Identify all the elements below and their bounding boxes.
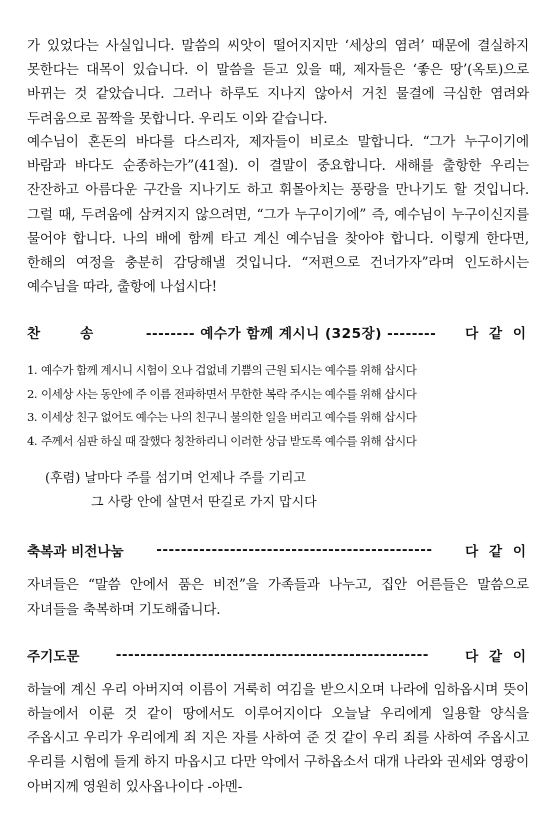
worship-document (27, 34, 529, 799)
hymn-verse (27, 406, 529, 430)
blessing-participants: 다 같 이 (465, 544, 529, 561)
hymn-title: 예수가 함께 계시니 (325장) (200, 326, 382, 343)
verse-number: 1. (27, 363, 37, 378)
hymn-label: 찬송 (27, 326, 134, 343)
verse-text: 이세상 사는 동안에 주 이름 전파하면서 무한한 복락 주시는 예수를 위해 삽시다 (41, 386, 417, 401)
hymn-participants: 다 같 이 (465, 326, 529, 343)
verse-text: 이세상 친구 없어도 예수는 나의 친구니 불의한 일을 버리고 예수를 위해 삽시다 (41, 410, 417, 425)
hymn-verse (27, 383, 529, 407)
verse-number: 3. (27, 410, 37, 425)
verse-text: 주께서 심판 하실 때 잘했다 칭찬하리니 이러한 상급 받도록 예수를 위해 삽시다 (41, 433, 417, 448)
blessing-body: 자녀들은 “말씀 안에서 품은 비전”을 가족들과 나누고, 집안 어른들은 말씀으로 자녀들을 축복하며 기도해줍니다. (27, 577, 529, 618)
hymn-verse-list (27, 359, 529, 453)
hymn-refrain (45, 467, 529, 515)
hymn-verse (27, 359, 529, 383)
hymn-title-line (117, 322, 465, 342)
hymn-verse (27, 430, 529, 454)
lords-prayer-dashes: --------------------------------------------------- (115, 646, 429, 663)
main-paragraph: 예수님이 혼돈의 바다를 다스리자, 제자들이 비로소 말합니다. “그가 누구이기에 바람과 바다도 순종하는가”(41절). 이 결말이 중요합니다. 새해를 출항한 우리는 잔잔하고 아름다운 구간을 지나기도 하고 휘몰아치는 풍랑을 만나기도 할 것입니다. 그럴 때, 두려움에 삼켜지지 않으려면, “그가 누구이기에” 즉, 예수님이 누구이신지를 물어야 합니다. 나의 배에 함께 타고 계신 예수님을 찾아야 합니다. 이렇게 한다면, 한해의 여정을 충분히 감당해낼 것입니다. “저편으로 건너가자”라며 인도하시는 예수님을 따라, 출항에 나섭시다! (27, 134, 529, 296)
verse-text: 예수가 함께 계시니 시험이 오나 겁없네 기쁨의 근원 되시는 예수를 위해 삽시다 (41, 363, 417, 378)
intro-paragraph: 가 있었다는 사실입니다. 말씀의 씨앗이 떨어지지만 ‘세상의 염려’ 때문에 결실하지 못한다는 대목이 있습니다. 이 말씀을 듣고 있을 때, 제자들은 ‘좋은 땅’(옥토)으로 바뀌는 것 같았습니다. 그러나 하루도 지나지 않아서 거친 물결에 극심한 염려와 두려움으로 꼼짝을 못합니다. 우리도 이와 같습니다. (27, 38, 529, 127)
refrain-line-2: 그 사랑 안에 살면서 딴길로 가지 맙시다 (91, 495, 317, 511)
blessing-section-heading (27, 537, 529, 563)
hymn-dashes-right: -------- (387, 326, 437, 343)
lords-prayer-body: 하늘에 계신 우리 아버지여 이름이 거룩히 여김을 받으시오며 나라에 임하옵시며 뜻이 하늘에서 이룬 것 같이 땅에서도 이루어지이다 오늘날 우리에게 일용할 양식을 주옵시고 우리가 우리에게 죄 지은 자를 사하여 준 것 같이 우리 죄를 사하여 주옵시고 우리를 시험에 들게 하지 마옵시고 다만 악에서 구하옵소서 대개 나라와 권세와 영광이 아버지께 영원히 있사옵나이다 -아멘- (27, 681, 529, 795)
refrain-line-1: (후렴) 날마다 주를 섬기며 언제나 주를 기리고 (45, 471, 306, 487)
hymn-section-heading (27, 319, 529, 345)
blessing-label: 축복과 비전나눔 (27, 544, 124, 561)
lords-prayer-label: 주기도문 (27, 648, 80, 665)
verse-number: 2. (27, 386, 37, 401)
lords-prayer-section-heading (27, 642, 529, 668)
blessing-dashes: --------------------------------------------- (156, 542, 433, 559)
hymn-dashes-left: -------- (145, 326, 195, 343)
verse-number: 4. (27, 433, 37, 448)
lords-prayer-participants: 다 같 이 (465, 648, 529, 665)
